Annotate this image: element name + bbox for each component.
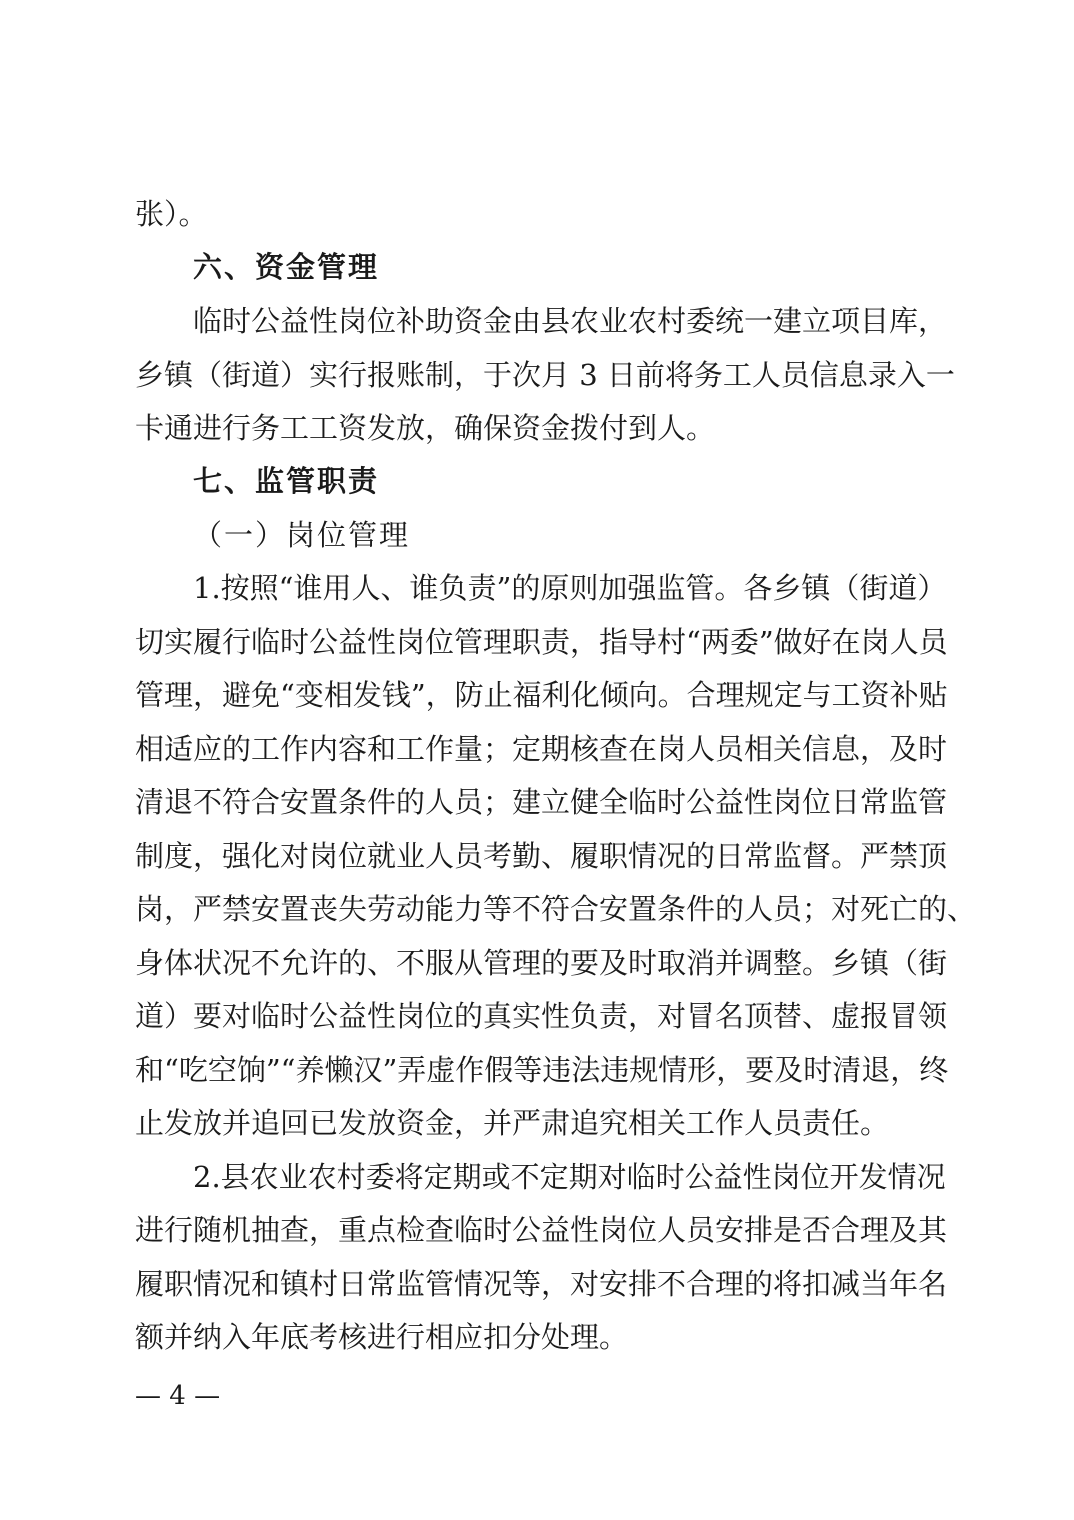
paragraph-line: 额并纳入年底考核进行相应扣分处理。 [135, 1320, 629, 1354]
paragraph-line: 岗，严禁安置丧失劳动能力等不符合安置条件的人员；对死亡的、 [135, 892, 977, 926]
paragraph-line: 道）要对临时公益性岗位的真实性负责，对冒名顶替、虚报冒领 [135, 999, 948, 1033]
paragraph-line: 身体状况不允许的、不服从管理的要及时取消并调整。乡镇（街 [135, 946, 948, 980]
paragraph-line: 制度，强化对岗位就业人员考勤、履职情况的日常监督。严禁顶 [135, 839, 948, 873]
section-heading-supervision: 七、监管职责 [193, 464, 380, 498]
paragraph-line: 和“吃空饷”“养懒汉”弄虚作假等违法违规情形，要及时清退，终 [135, 1053, 949, 1087]
subsection-heading-post-management: （一）岗位管理 [193, 518, 411, 552]
paragraph-line: 2.县农业农村委将定期或不定期对临时公益性岗位开发情况 [193, 1160, 946, 1194]
paragraph-line: 卡通进行务工工资发放，确保资金拨付到人。 [135, 411, 716, 445]
paragraph-line: 清退不符合安置条件的人员；建立健全临时公益性岗位日常监管 [135, 785, 948, 819]
paragraph-line: 管理，避免“变相发钱”，防止福利化倾向。合理规定与工资补贴 [135, 678, 948, 712]
paragraph-line: 张）。 [135, 197, 208, 231]
paragraph-line: 切实履行临时公益性岗位管理职责，指导村“两委”做好在岗人员 [135, 625, 948, 659]
paragraph-line: 临时公益性岗位补助资金由县农业农村委统一建立项目库， [193, 304, 948, 338]
paragraph-line: 进行随机抽查，重点检查临时公益性岗位人员安排是否合理及其 [135, 1213, 948, 1247]
paragraph-line: 相适应的工作内容和工作量；定期核查在岗人员相关信息，及时 [135, 732, 948, 766]
paragraph-line: 履职情况和镇村日常监管情况等，对安排不合理的将扣减当年名 [135, 1267, 948, 1301]
page-number: — 4 — [135, 1381, 221, 1411]
paragraph-line: 止发放并追回已发放资金，并严肃追究相关工作人员责任。 [135, 1106, 890, 1140]
section-heading-fund-management: 六、资金管理 [193, 250, 380, 284]
paragraph-line: 1.按照“谁用人、谁负责”的原则加强监管。各乡镇（街道） [193, 571, 947, 605]
paragraph-line: 乡镇（街道）实行报账制，于次月 3 日前将务工人员信息录入一 [135, 358, 955, 392]
